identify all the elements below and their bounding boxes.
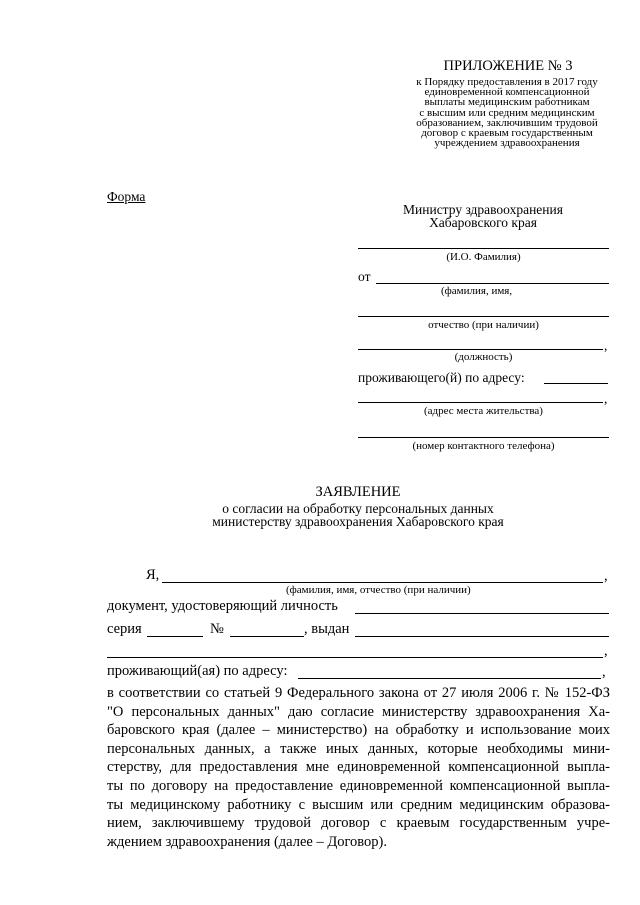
name-caption: (И.О. Фамилия) bbox=[446, 251, 521, 263]
issued-label: , выдан bbox=[304, 621, 350, 637]
statement-subtitle-line2: министерству здравоохранения Хабаровского края bbox=[212, 513, 504, 529]
paragraph-line: ты медицинскому работнику с высшим или средним медицинским образова- bbox=[107, 796, 610, 813]
paragraph-line: ждением здравоохранения (далее – Договор). bbox=[107, 833, 388, 850]
appendix-line: договор с краевым государственным bbox=[421, 127, 593, 140]
statement-subtitle bbox=[0, 503, 640, 528]
appendix-line: с высшим или средним медицинским bbox=[419, 106, 595, 119]
fio-caption: (фамилия, имя, bbox=[441, 285, 513, 297]
appendix-line: к Порядку предоставления в 2017 году bbox=[416, 76, 598, 88]
appendix-subtitle bbox=[382, 77, 632, 148]
phone-line[interactable] bbox=[358, 437, 609, 438]
residing-label-body: проживающий(ая) по адресу: bbox=[107, 663, 288, 679]
residing-address-line[interactable] bbox=[298, 678, 601, 679]
from-label: от bbox=[358, 269, 371, 284]
paragraph-line: нием, заключившему трудовой договор с краевым государственным учре- bbox=[107, 815, 610, 832]
addressee-line2: Хабаровского края bbox=[429, 215, 537, 230]
addressee-line1: Министру здравоохранения bbox=[403, 202, 563, 217]
statement-title: ЗАЯВЛЕНИЕ bbox=[315, 484, 401, 500]
form-label: Форма bbox=[107, 189, 146, 204]
number-line[interactable] bbox=[230, 636, 304, 637]
address-comma: , bbox=[604, 391, 608, 406]
issued-line-2[interactable] bbox=[107, 657, 603, 658]
name-comma: , bbox=[604, 568, 608, 584]
document-line[interactable] bbox=[355, 613, 609, 614]
appendix-line: единовременной компенсационной bbox=[424, 86, 590, 99]
issued-comma: , bbox=[604, 643, 608, 659]
applicant-name-line[interactable] bbox=[162, 582, 603, 583]
from-line[interactable] bbox=[376, 283, 609, 284]
residing-line[interactable] bbox=[544, 383, 608, 384]
number-label: № bbox=[210, 621, 224, 637]
patronymic-caption: отчество (при наличии) bbox=[428, 319, 539, 331]
paragraph-line: ты по договору на предоставление единовременной компенсационной выпла- bbox=[107, 777, 610, 794]
document-label: документ, удостоверяющий личность bbox=[107, 598, 338, 614]
series-label: серия bbox=[107, 621, 142, 637]
i-label: Я, bbox=[146, 567, 160, 583]
address-line[interactable] bbox=[358, 402, 603, 403]
issued-line[interactable] bbox=[355, 636, 609, 637]
phone-caption: (номер контактного телефона) bbox=[412, 440, 555, 452]
position-line[interactable] bbox=[358, 349, 603, 350]
paragraph-line: в соответствии со статьей 9 Федерального закона от 27 июля 2006 г. № 152-ФЗ bbox=[107, 685, 610, 701]
position-caption: (должность) bbox=[454, 351, 513, 363]
statement-subtitle-line1: о согласии на обработку персональных данных bbox=[222, 501, 494, 516]
applicant-fio-caption: (фамилия, имя, отчество (при наличии) bbox=[286, 584, 471, 596]
consent-paragraph bbox=[107, 684, 610, 851]
appendix-title: ПРИЛОЖЕНИЕ № 3 bbox=[443, 58, 573, 74]
address-caption: (адрес места жительства) bbox=[424, 405, 543, 417]
addressee-title bbox=[358, 203, 608, 229]
appendix-line: образованием, заключившим трудовой bbox=[416, 116, 598, 129]
paragraph-line: стерству, для предоставления мне единовременной компенсационной выпла- bbox=[107, 759, 610, 776]
paragraph-line: баровского края (далее – министерство) на обработку и использование моих bbox=[107, 722, 610, 739]
residing-label: проживающего(й) по адресу: bbox=[358, 370, 525, 385]
residing-comma: , bbox=[602, 664, 606, 680]
patronymic-line[interactable] bbox=[358, 316, 609, 317]
position-comma: , bbox=[604, 338, 608, 353]
series-line[interactable] bbox=[147, 636, 203, 637]
paragraph-line: персональных данных, а также иных данных, которые необходимы мини- bbox=[107, 740, 610, 757]
paragraph-line: "О персональных данных" даю согласие министерству здравоохранения Ха- bbox=[107, 703, 610, 720]
appendix-line: выплаты медицинским работникам bbox=[424, 96, 590, 109]
addressee-name-line[interactable] bbox=[358, 248, 609, 249]
appendix-line: учреждением здравоохранения bbox=[434, 137, 580, 150]
